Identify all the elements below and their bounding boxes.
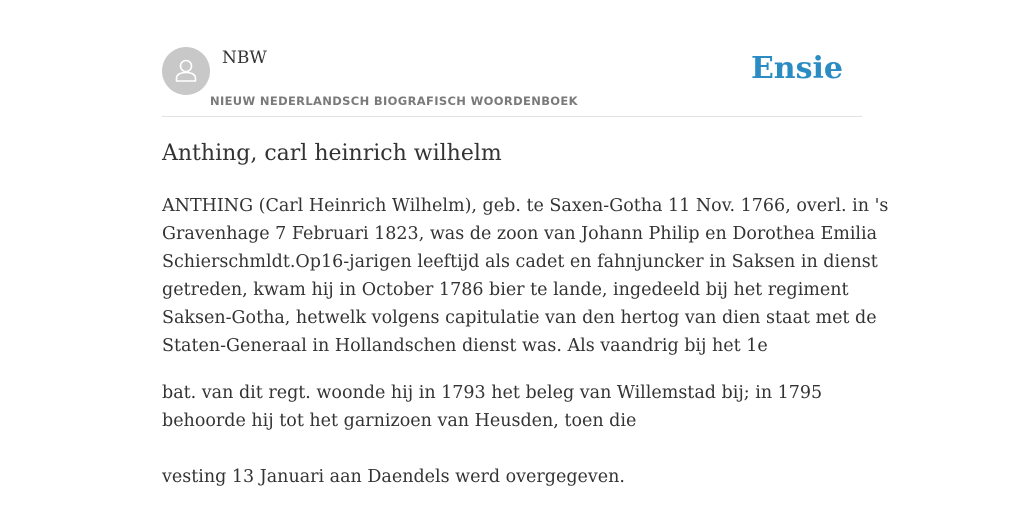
article-title: Anthing, carl heinrich wilhelm [162, 141, 502, 166]
paragraph-line: bat. van dit regt. woonde hij in 1793 het beleg van Willemstad bij; in 1795 [162, 383, 823, 403]
user-icon [162, 47, 210, 95]
paragraph-line: Schierschmldt.Op16-jarigen leeftijd als cadet en fahnjuncker in Saksen in dienst [162, 252, 878, 272]
article-paragraph [162, 192, 889, 360]
paragraph-line: ANTHING (Carl Heinrich Wilhelm), geb. te Saxen-Gotha 11 Nov. 1766, overl. in 's [162, 196, 889, 216]
paragraph-line: Saksen-Gotha, hetwelk volgens capitulatie van den hertog van dien staat met de [162, 308, 877, 328]
paragraph-line: Staten-Generaal in Hollandschen dienst was. Als vaandrig bij het 1e [162, 336, 768, 356]
ensie-logo[interactable]: Ensie [750, 51, 843, 86]
paragraph-line: Gravenhage 7 Februari 1823, was de zoon van Johann Philip en Dorothea Emilia [162, 224, 878, 244]
paragraph-line: vesting 13 Januari aan Daendels werd overgegeven. [162, 467, 625, 487]
article-paragraph [162, 463, 862, 491]
source-subtitle: NIEUW NEDERLANDSCH BIOGRAFISCH WOORDENBOEK [210, 94, 578, 108]
avatar[interactable] [162, 47, 210, 95]
article-paragraph [162, 379, 862, 435]
paragraph-line: behoorde hij tot het garnizoen van Heusden, toen die [162, 411, 637, 431]
paragraph-line: getreden, kwam hij in October 1786 bier te lande, ingedeeld bij het regiment [162, 280, 849, 300]
source-name[interactable]: NBW [222, 48, 267, 68]
page-header [162, 46, 862, 117]
